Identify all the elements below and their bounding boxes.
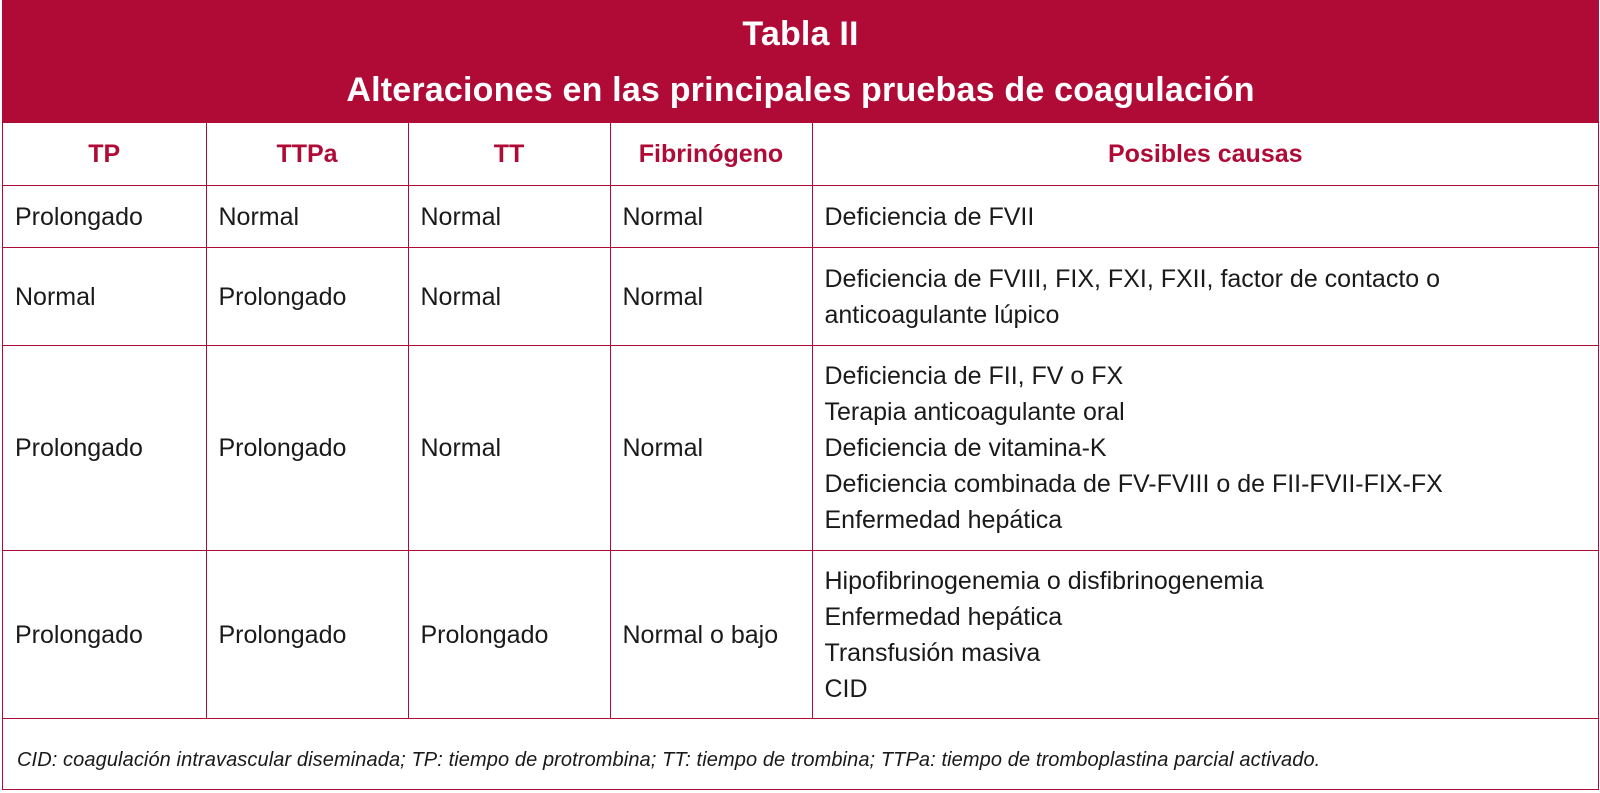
cell-tt: Normal xyxy=(408,248,610,346)
cell-tt: Normal xyxy=(408,186,610,248)
cause-line: Terapia anticoagulante oral xyxy=(824,398,1125,426)
header-tp: TP xyxy=(3,123,206,186)
cell-causas xyxy=(812,346,1598,551)
title-band xyxy=(3,1,1598,123)
cell-causas xyxy=(812,186,1598,248)
cause-line: Enfermedad hepática xyxy=(824,506,1063,534)
cell-ttpa: Prolongado xyxy=(206,551,408,719)
cause-line: Deficiencia de vitamina-K xyxy=(824,434,1107,462)
cell-fibrinogeno: Normal xyxy=(610,346,812,551)
cause-line: Deficiencia de FVII xyxy=(824,202,1035,231)
header-ttpa: TTPa xyxy=(206,123,408,186)
cell-tp: Prolongado xyxy=(3,551,206,719)
cell-ttpa: Prolongado xyxy=(206,248,408,346)
header-posibles-causas: Posibles causas xyxy=(812,123,1598,186)
cause-line: Deficiencia combinada de FV-FVIII o de FII-FVII-FIX-FX xyxy=(824,470,1443,498)
coagulation-table xyxy=(3,123,1598,719)
table-frame xyxy=(2,0,1599,790)
header-fibrinogeno: Fibrinógeno xyxy=(610,123,812,186)
table-row xyxy=(3,551,1598,719)
cause-line: Deficiencia de FVIII, FIX, FXI, FXII, factor de contacto o xyxy=(824,264,1441,293)
cause-line: CID xyxy=(824,674,868,703)
table-footnote: CID: coagulación intravascular diseminada; TP: tiempo de protrombina; TT: tiempo de trombina; TTPa: tiempo de tromboplastina parcial activado. xyxy=(17,749,1321,771)
table-row xyxy=(3,346,1598,551)
cause-line: anticoagulante lúpico xyxy=(824,300,1060,329)
cell-tt: Prolongado xyxy=(408,551,610,719)
table-title: Alteraciones en las principales pruebas de coagulación xyxy=(346,71,1255,109)
table-row xyxy=(3,248,1598,346)
cell-tt: Normal xyxy=(408,346,610,551)
cell-fibrinogeno: Normal o bajo xyxy=(610,551,812,719)
cell-causas xyxy=(812,248,1598,346)
header-tt: TT xyxy=(408,123,610,186)
table-number: Tabla II xyxy=(742,15,859,53)
cause-line: Hipofibrinogenemia o disfibrinogenemia xyxy=(824,566,1264,595)
cell-fibrinogeno: Normal xyxy=(610,186,812,248)
cause-line: Deficiencia de FII, FV o FX xyxy=(824,362,1124,390)
cell-ttpa: Normal xyxy=(206,186,408,248)
cell-ttpa: Prolongado xyxy=(206,346,408,551)
cause-line: Enfermedad hepática xyxy=(824,602,1063,631)
table-row xyxy=(3,186,1598,248)
cell-tp: Prolongado xyxy=(3,186,206,248)
header-row xyxy=(3,123,1598,186)
cell-fibrinogeno: Normal xyxy=(610,248,812,346)
cause-line: Transfusión masiva xyxy=(824,638,1041,667)
cell-causas xyxy=(812,551,1598,719)
cell-tp: Prolongado xyxy=(3,346,206,551)
cell-tp: Normal xyxy=(3,248,206,346)
